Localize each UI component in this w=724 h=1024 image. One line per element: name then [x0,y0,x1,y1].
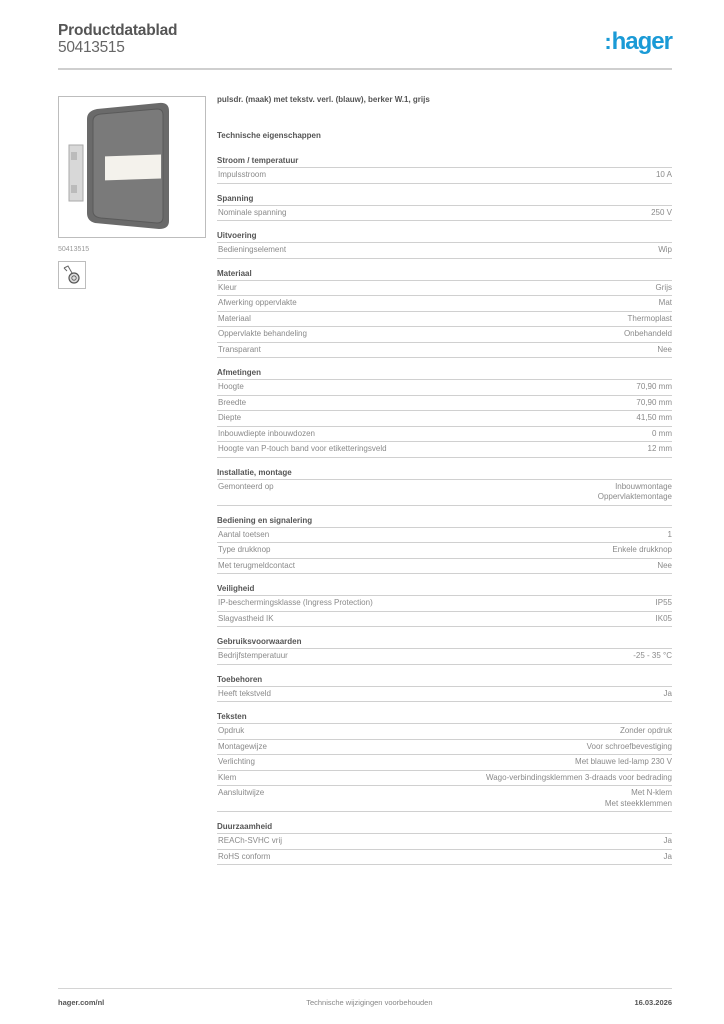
spec-group-title: Stroom / temperatuur [217,156,672,168]
spec-group-title: Materiaal [217,269,672,281]
spec-value [636,398,672,409]
spec-column [217,95,672,875]
spec-value [636,382,672,393]
spec-value-line: Inbouwmontage [615,481,672,491]
spec-value-line: Ja [663,688,672,698]
page-title: Productdatablad [58,22,178,39]
spec-label: Nominale spanning [218,207,287,217]
spec-label: Hoogte van P-touch band voor etiketteringsveld [218,444,387,453]
spec-label: Breedte [218,397,247,407]
spec-label: REACh-SVHC vrij [218,836,283,845]
spec-label: Heeft tekstveld [218,688,271,698]
spec-row [217,281,672,297]
spec-value [664,852,672,863]
spec-value-line: IK05 [655,613,672,623]
spec-value [605,788,672,809]
spec-row [217,786,672,812]
spec-value-line: 250 V [651,207,672,217]
spec-value-line: IP55 [655,598,672,607]
page-footer [58,998,672,1007]
spec-value [651,208,672,219]
spec-label: Verlichting [218,757,255,766]
spec-group [217,156,672,184]
spec-value [657,345,672,356]
footer-website[interactable]: hager.com/nl [58,998,105,1007]
spec-row [217,380,672,396]
spec-row [217,612,672,628]
spec-row [217,850,672,866]
spec-value-line: 70,90 mm [636,397,672,407]
spec-value [659,298,672,309]
spec-value [486,773,672,784]
spec-value [656,598,672,609]
push-button-image-icon [59,97,205,237]
spec-value-line: Met N-klem [631,788,672,797]
spec-row [217,411,672,427]
spec-value-line: 10 A [655,170,672,179]
spec-row [217,243,672,259]
spec-value [648,444,672,455]
spec-row [217,312,672,328]
spec-label: Type drukknop [218,545,271,554]
spec-value-line: Thermoplast [627,313,672,323]
spec-row [217,343,672,359]
spec-row [217,543,672,559]
spec-value-line: Met blauwe led-lamp 230 V [575,757,672,766]
spec-row [217,834,672,850]
spec-value-line: -25 - 35 °C [633,651,672,660]
spec-row [217,396,672,412]
spec-label: Bedieningselement [218,245,287,254]
spec-value-line: Nee [657,560,672,570]
spec-label: Aansluitwijze [218,788,265,797]
spec-row [217,740,672,756]
section-heading: Technische eigenschappen [217,131,321,140]
logo-colon-icon: : [604,29,611,54]
spec-label: Transparant [218,344,261,354]
spec-value-line: Met steekklemmen [604,798,672,808]
spec-value [657,561,672,572]
spec-row [217,755,672,771]
image-code: 50413515 [58,246,90,253]
spec-value [628,314,672,325]
footer-date: 16.03.2026 [634,998,672,1007]
spec-value [668,530,672,541]
spec-value [656,283,672,294]
spec-value [633,651,672,662]
spec-label: IP-beschermingsklasse (Ingress Protection) [218,598,373,607]
spec-label: Impulsstroom [218,170,267,179]
spec-group [217,368,672,458]
spec-value-line: 12 mm [647,444,672,453]
spec-value [658,245,672,256]
spec-row [217,168,672,184]
spec-value-line: 1 [667,529,672,539]
spec-label: Materiaal [218,313,251,323]
spec-value [575,757,672,768]
wire-connector-icon [58,261,86,289]
spec-value-line: Voor schroefbevestiging [586,741,672,751]
product-description: pulsdr. (maak) met tekstv. verl. (blauw), berker W.1, grijs [217,95,430,104]
spec-row [217,480,672,506]
spec-group [217,712,672,812]
spec-row [217,528,672,544]
header-divider [58,68,672,70]
spec-group [217,584,672,627]
spec-label: Met terugmeldcontact [218,560,295,570]
spec-label: Montagewijze [218,741,267,751]
spec-group-title: Uitvoering [217,231,672,243]
spec-group [217,516,672,575]
spec-group-title: Installatie, montage [217,468,672,480]
spec-value-line: Onbehandeld [623,329,672,338]
spec-value [656,170,672,181]
spec-label: Diepte [218,413,242,422]
spec-group [217,468,672,506]
spec-value [664,836,672,847]
spec-group-title: Duurzaamheid [217,822,672,834]
spec-row [217,427,672,443]
spec-label: Inbouwdiepte inbouwdozen [218,428,315,438]
spec-group-title: Afmetingen [217,368,672,380]
spec-label: Slagvastheid IK [218,613,274,623]
spec-value [598,482,672,503]
page-header [58,22,672,70]
spec-label: Kleur [218,282,237,292]
spec-label: Aantal toetsen [218,529,270,539]
spec-label: RoHS conform [218,851,271,861]
spec-label: Gemonteerd op [218,481,274,491]
spec-value [587,742,672,753]
spec-row [217,442,672,458]
spec-group-title: Gebruiksvoorwaarden [217,637,672,649]
spec-group-title: Veiligheid [217,584,672,596]
spec-label: Klem [218,772,237,782]
spec-row [217,296,672,312]
spec-group [217,194,672,222]
spec-group-title: Toebehoren [217,675,672,687]
spec-value-line: Grijs [655,282,672,292]
spec-row [217,687,672,703]
spec-groups [217,156,672,865]
spec-row [217,327,672,343]
spec-group [217,269,672,359]
spec-label: Afwerking oppervlakte [218,298,297,307]
spec-label: Oppervlakte behandeling [218,329,307,338]
spec-row [217,596,672,612]
footer-disclaimer: Technische wijzigingen voorbehouden [306,998,433,1007]
spec-row [217,724,672,740]
spec-value-line: Nee [657,344,672,354]
product-number: 50413515 [58,39,125,56]
spec-group [217,675,672,703]
spec-value-line: Wago-verbindingsklemmen 3-draads voor bedrading [485,772,672,782]
spec-row [217,649,672,665]
spec-value [652,429,672,440]
spec-value-line: Oppervlaktemontage [597,492,672,501]
spec-row [217,206,672,222]
spec-label: Bedrijfstemperatuur [218,651,288,660]
spec-value-line: Ja [663,836,672,845]
product-image-column [58,96,206,289]
footer-divider [58,988,672,989]
spec-value-line: 0 mm [652,428,672,438]
spec-value [656,614,672,625]
spec-value-line: Enkele drukknop [612,545,672,554]
spec-value-line: Ja [663,851,672,861]
spec-value [664,689,672,700]
spec-value [620,726,672,737]
spec-group [217,822,672,865]
spec-value-line: 41,50 mm [636,413,672,422]
product-image [58,96,206,238]
spec-value [624,329,672,340]
spec-row [217,771,672,787]
spec-group-title: Bediening en signalering [217,516,672,528]
spec-group-title: Teksten [217,712,672,724]
spec-value [636,413,672,424]
spec-group-title: Spanning [217,194,672,206]
spec-value-line: Zonder opdruk [619,726,672,735]
spec-label: Hoogte [218,382,244,391]
spec-value-line: Mat [658,298,672,307]
spec-value-line: Wip [658,245,672,254]
spec-label: Opdruk [218,726,245,735]
spec-group [217,637,672,665]
spec-value-line: 70,90 mm [636,382,672,391]
spec-value [612,545,672,556]
spec-group [217,231,672,259]
spec-row [217,559,672,575]
hager-logo: :hager [604,28,672,55]
